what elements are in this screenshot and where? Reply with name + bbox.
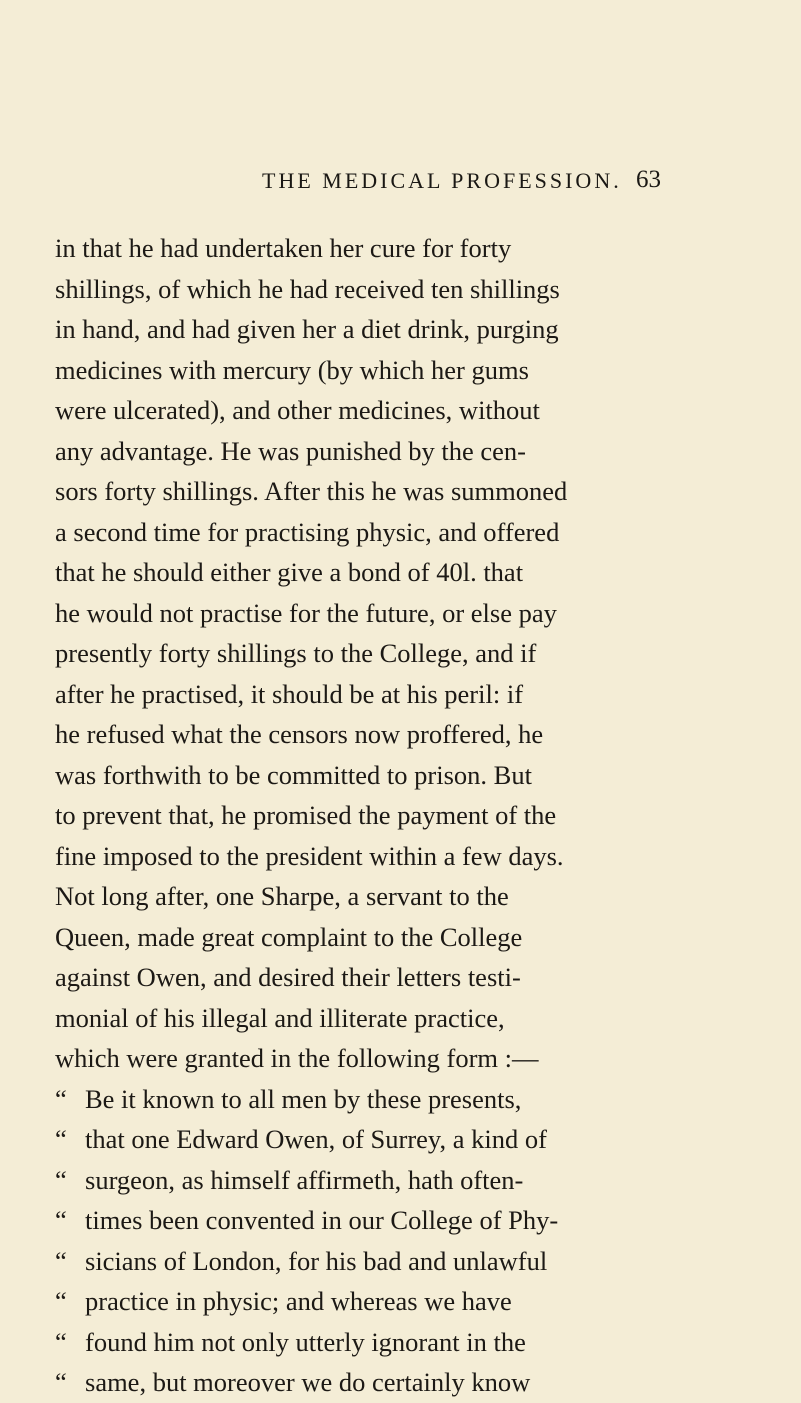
quote-mark: “ (55, 1367, 67, 1397)
quoted-line (55, 1119, 745, 1160)
quoted-text: found him not only utterly ignorant in the (85, 1326, 526, 1357)
running-title: THE MEDICAL PROFESSION. (262, 168, 622, 193)
body-text (55, 228, 745, 1403)
text-line: was forthwith to be committed to prison. But (55, 759, 532, 790)
quoted-line (55, 1281, 745, 1322)
quoted-line (55, 1322, 745, 1363)
text-line: were ulcerated), and other medicines, without (55, 395, 540, 425)
quoted-line (55, 1362, 745, 1403)
text-line: medicines with mercury (by which her gums (55, 354, 529, 385)
text-line: Queen, made great complaint to the College (55, 921, 523, 952)
text-line: he refused what the censors now proffered, he (55, 719, 544, 749)
text-line: he would not practise for the future, or else pay (55, 597, 557, 628)
text-line: monial of his illegal and illiterate practice, (55, 1002, 505, 1033)
text-line: fine imposed to the president within a few days. (55, 840, 564, 871)
quoted-text: sicians of London, for his bad and unlawful (85, 1245, 548, 1276)
text-line: presently forty shillings to the College, and if (55, 638, 537, 668)
quoted-line (55, 1200, 745, 1241)
text-line: any advantage. He was punished by the cen- (55, 435, 526, 466)
quote-mark: “ (55, 1245, 67, 1276)
quote-mark: “ (55, 1083, 67, 1114)
text-line: after he practised, it should be at his peril: if (55, 678, 524, 709)
text-line: against Owen, and desired their letters testi- (55, 962, 521, 992)
text-line: shillings, of which he had received ten shillings (55, 273, 560, 304)
text-line: sors forty shillings. After this he was summoned (55, 476, 568, 506)
quote-mark: “ (55, 1124, 67, 1154)
quote-mark: “ (55, 1205, 67, 1235)
quote-mark: “ (55, 1326, 67, 1357)
quoted-text: same, but moreover we do certainly know (85, 1367, 531, 1397)
quoted-text: practice in physic; and whereas we have (85, 1286, 512, 1316)
page-number: 63 (636, 166, 661, 193)
quoted-text: Be it known to all men by these presents, (85, 1083, 522, 1114)
quoted-text: times been convented in our College of Phy- (85, 1205, 559, 1235)
quoted-text: surgeon, as himself affirmeth, hath often- (85, 1164, 524, 1195)
quoted-line (55, 1160, 745, 1201)
text-line: in that he had undertaken her cure for forty (55, 233, 512, 263)
quote-mark: “ (55, 1164, 67, 1195)
quoted-line (55, 1241, 745, 1282)
quoted-line (55, 1079, 745, 1120)
quoted-text: that one Edward Owen, of Surrey, a kind of (85, 1124, 547, 1154)
text-line: a second time for practising physic, and offered (55, 516, 560, 547)
text-line: Not long after, one Sharpe, a servant to the (55, 881, 509, 911)
quote-mark: “ (55, 1286, 67, 1316)
text-line: that he should either give a bond of 40l. that (55, 557, 524, 587)
running-header (262, 168, 692, 194)
text-line: in hand, and had given her a diet drink, purging (55, 314, 559, 344)
text-line: to prevent that, he promised the payment of the (55, 800, 557, 830)
text-line: which were granted in the following form :— (55, 1043, 539, 1073)
